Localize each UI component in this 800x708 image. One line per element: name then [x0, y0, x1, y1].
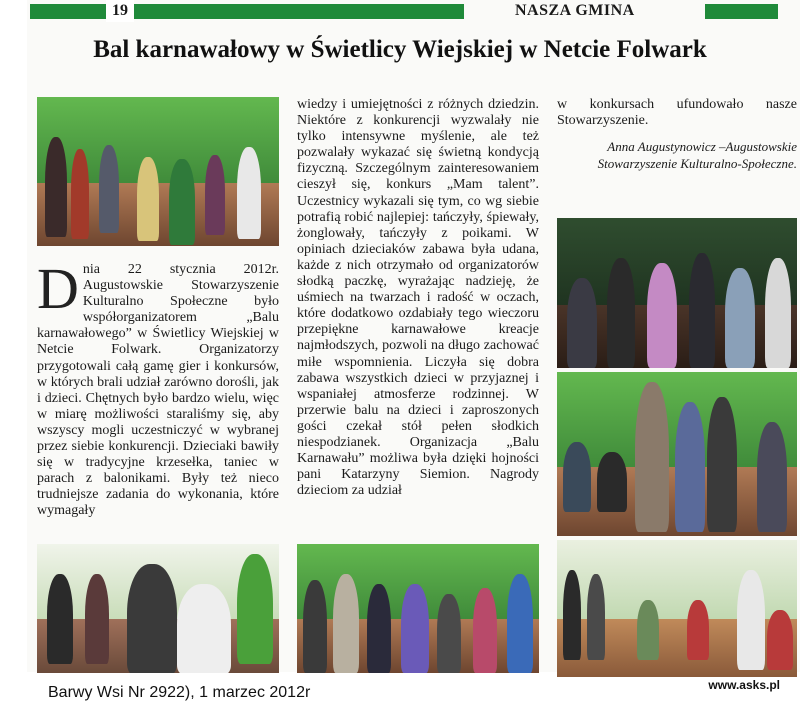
article-text-col1: nia 22 stycznia 2012r. Augustowskie Stowarzyszenie Kulturalno Społeczne było współorganizatorem „Balu karnawałowego” w Świetlicy Wiejskiej w Netcie Folwark. Organizatorzy przygotowali całą gamę gier i konkursów, w których brali udział zarówno dorośli, jak i dzieci. Chętnych było bardzo wielu, więc w miarę możliwości staraliśmy się, aby wszyscy mogli uczestniczyć w wybranej przez siebie konkurencji. Dzieciaki bawiły się w tradycyjne krzesełka, taniec w parach z balonikami. Były też nieco trudniejsze zadania do wykonania, które wymagały — [37, 262, 279, 519]
article-column-2 — [297, 97, 539, 499]
article-text-col2: wiedzy i umiejętności z różnych dziedzin. Niektóre z konkurencji wyzwalały nie tylko intensywne myślenie, ale też pozwalały wykazać się świetną kondycją fizyczną. Szczególnym zainteresowaniem cieszył się, konkurs „Mam talent”. Uczestnicy wykazali się tym, co wg siebie potrafią robić najlepiej: tańczyły, śpiewały, żonglowały, tańczyły z poikami. W opiniach dzieciaków zabawa była udana, każde z nich otrzymało od organizatorów słodką paczkę, wyrażając nadzieję, że uśmiech na twarzach i radość w oczach, które dodatkowo ozdabiały tego wieczoru przepiękne karnawałowe kreacje najmłodszych, pozwoli na długo zachować miłe wspomnienia. Liczyła się dobra zabawa wszystkich dzieci w przyjaznej i wspaniałej atmosferze rodzinnej. W przerwie balu na dzieci i zaproszonych gości czekał stół pełen słodkich niespodzianek. Organizacja „Balu Karnawału” możliwa była dzięki hojności pani Katarzyny Siemion. Nagrody dzieciom za udział — [297, 97, 539, 499]
article-column-3 — [557, 97, 797, 129]
website-link[interactable]: www.asks.pl — [708, 678, 780, 692]
article-title: Bal karnawałowy w Świetlicy Wiejskiej w Netcie Folwark — [93, 36, 707, 63]
photo-children-group — [297, 544, 539, 673]
source-caption: Barwy Wsi Nr 2922), 1 marzec 2012r — [48, 684, 311, 701]
header-bar-right — [705, 4, 778, 19]
magazine-name: NASZA GMINA — [515, 2, 635, 19]
header-bar-left — [30, 4, 106, 19]
header-bar-middle — [134, 4, 464, 19]
photo-contest-stage — [557, 372, 797, 536]
page-number: 19 — [106, 0, 134, 22]
signature-name: Anna Augustynowicz –Augustowskie — [607, 139, 797, 154]
drop-cap: D — [37, 256, 79, 321]
photo-dancing-masks — [557, 218, 797, 368]
signature-org: Stowarzyszenie Kulturalno-Społeczne. — [597, 156, 797, 171]
photo-girls-smiling — [37, 544, 279, 673]
photo-hall-games — [557, 540, 797, 677]
author-signature — [557, 138, 797, 172]
article-text-col3: w konkursach ufundowało nasze Stowarzyszenie. — [557, 97, 797, 129]
article-column-1 — [37, 256, 279, 520]
photo-dancing-children — [37, 97, 279, 246]
